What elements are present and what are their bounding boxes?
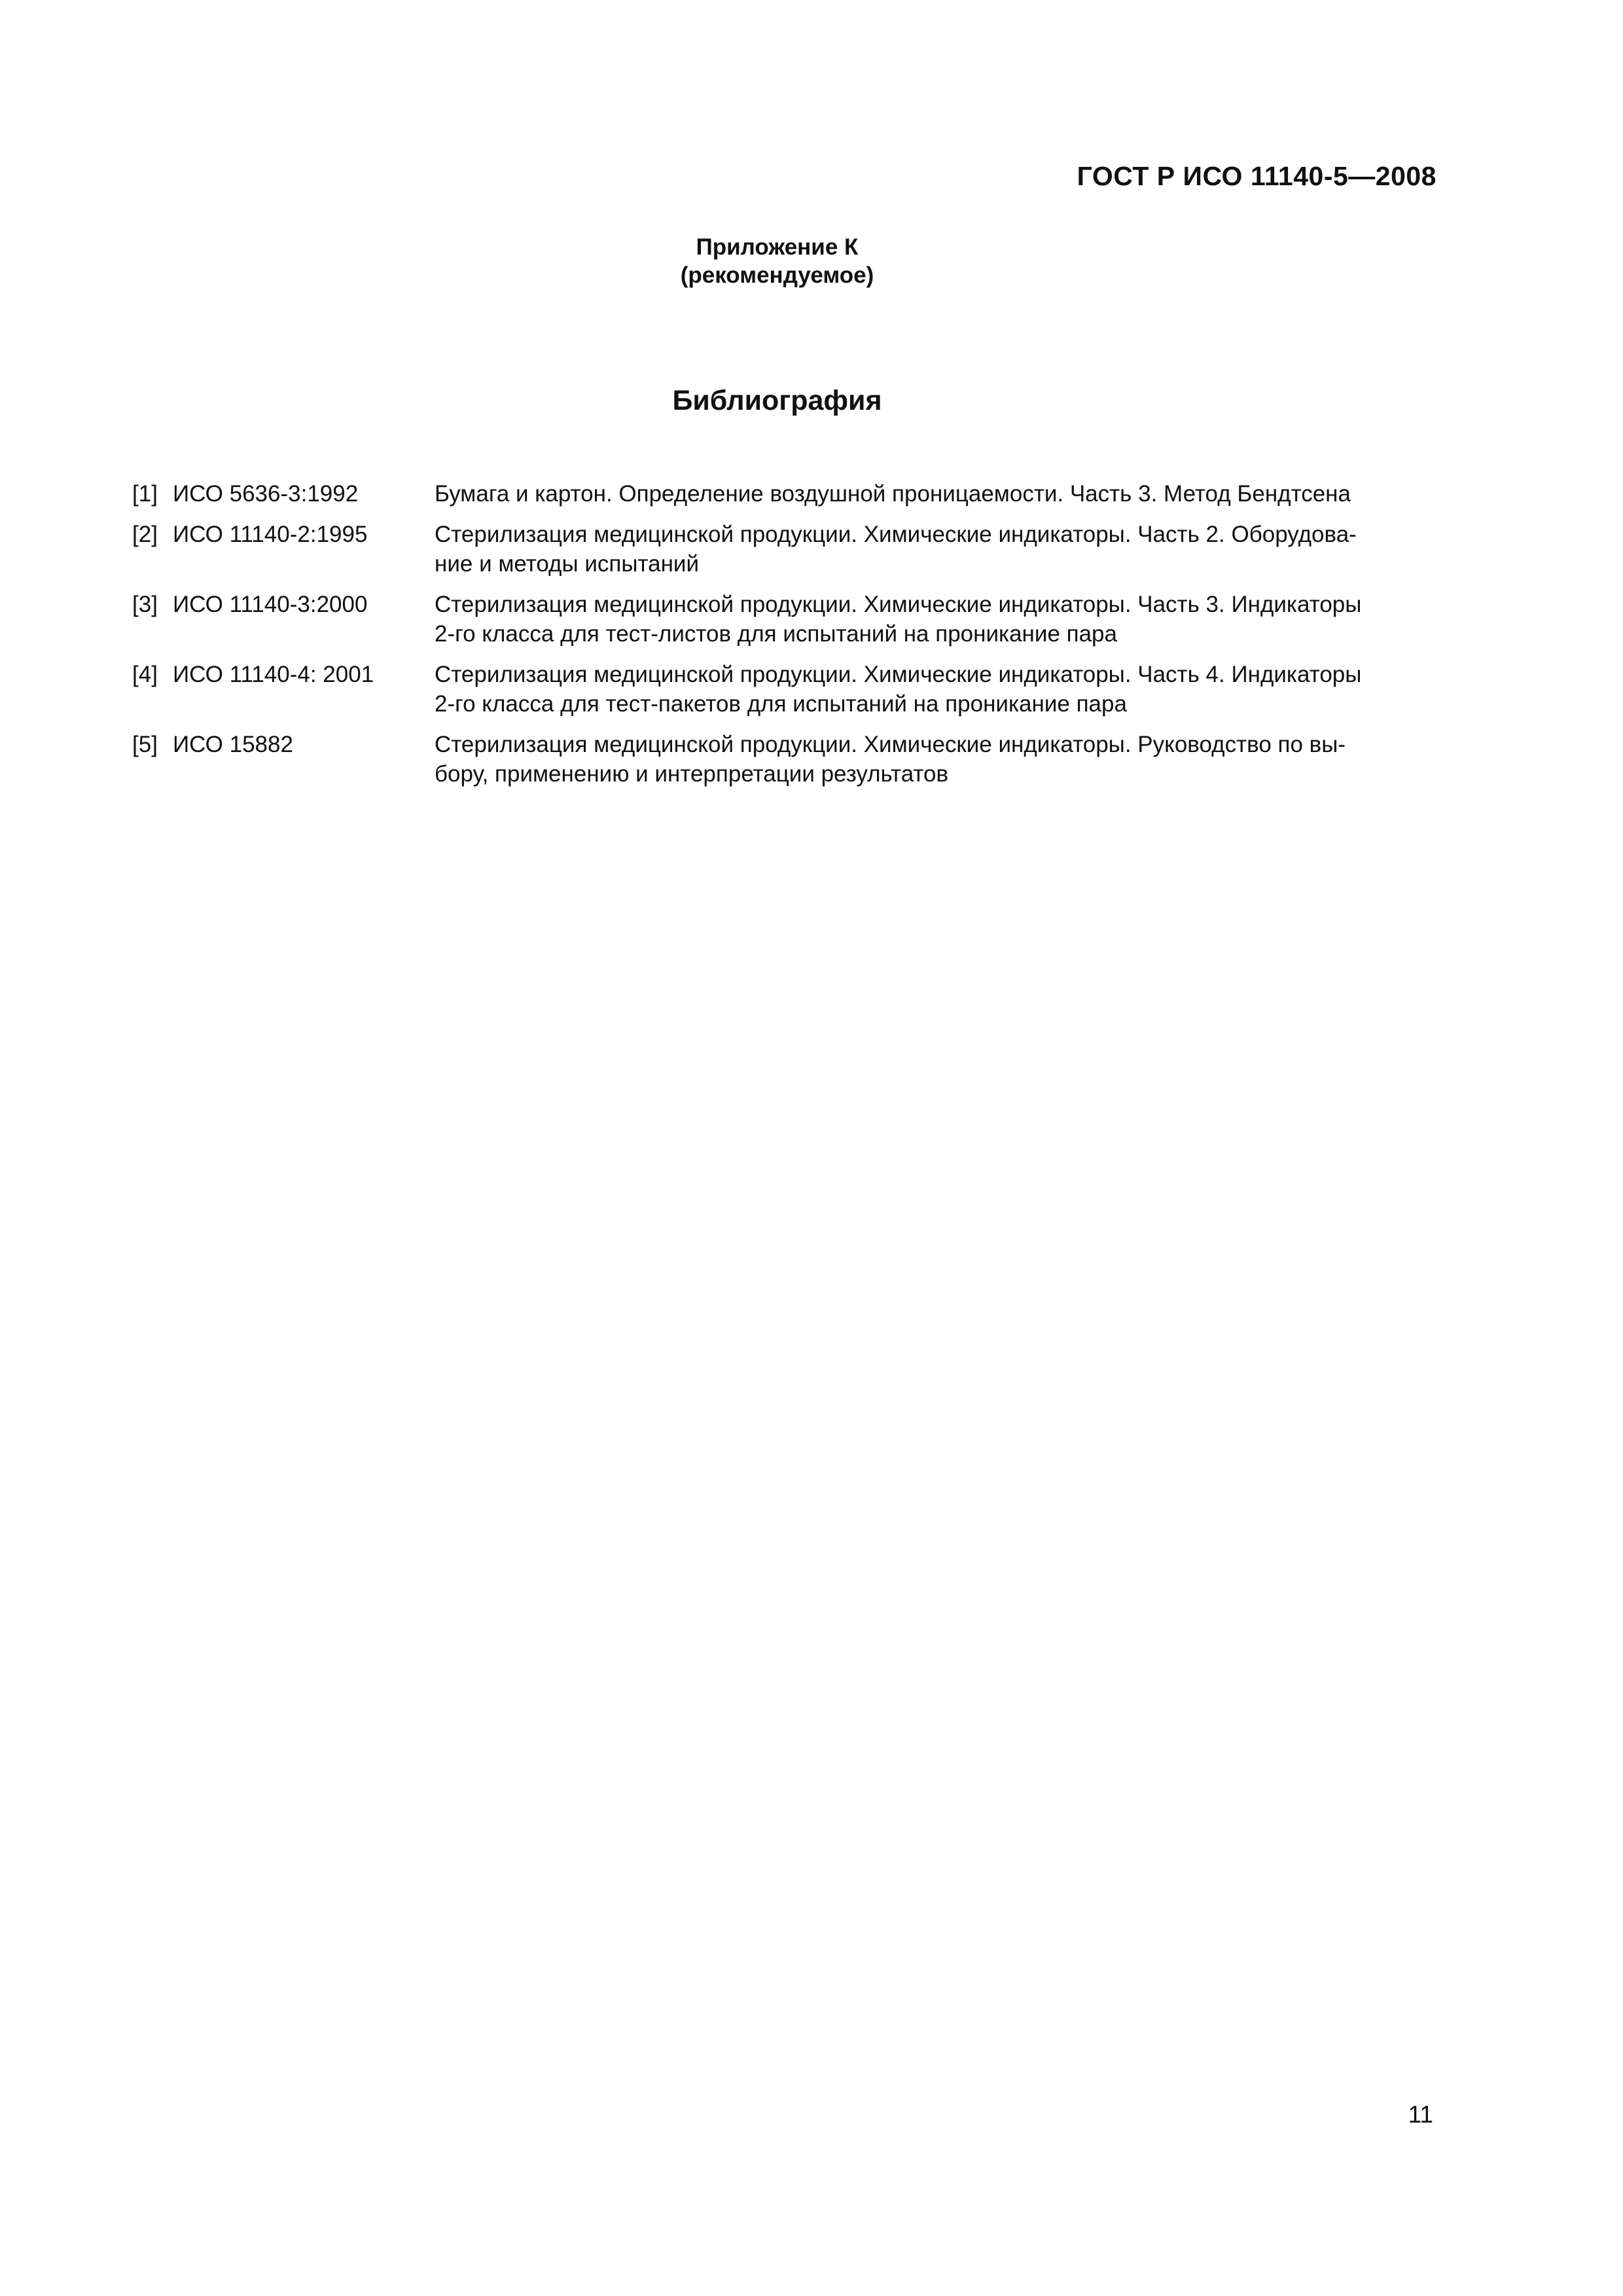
entry-title: Бумага и картон. Определение воздушной проницаемости. Часть 3. Метод Бендтсена xyxy=(435,481,1351,507)
entry-number: [1] xyxy=(132,481,158,507)
entry-standard-code: ИСО 11140-2:1995 xyxy=(173,522,368,547)
page-number: 11 xyxy=(1408,2101,1433,2128)
entry-number: [5] xyxy=(132,732,158,757)
entry-standard-code: ИСО 5636-3:1992 xyxy=(173,481,359,507)
entry-title: Стерилизация медицинской продукции. Химические индикаторы. Часть 4. Индикаторы 2-го класса для тест-пакетов для испытаний на проникание пара xyxy=(435,662,1362,717)
entry-standard-code: ИСО 11140-4: 2001 xyxy=(173,662,374,687)
bibliography-entry xyxy=(132,520,1435,579)
entry-standard-code: ИСО 15882 xyxy=(173,732,293,757)
entry-title: Стерилизация медицинской продукции. Химические индикаторы. Руководство по вы- бору, применению и интерпретации результатов xyxy=(435,732,1346,787)
entry-number: [4] xyxy=(132,662,158,687)
annex-status: (рекомендуемое) xyxy=(680,262,874,288)
bibliography-entry xyxy=(132,479,1435,509)
entry-title: Стерилизация медицинской продукции. Химические индикаторы. Часть 3. Индикаторы 2-го класса для тест-листов для испытаний на проникание пара xyxy=(435,592,1362,647)
entry-number: [3] xyxy=(132,592,158,617)
bibliography-list xyxy=(132,479,1435,800)
bibliography-entry xyxy=(132,660,1435,719)
bibliography-entry xyxy=(132,730,1435,789)
annex-heading xyxy=(0,233,1554,289)
entry-title: Стерилизация медицинской продукции. Химические индикаторы. Часть 2. Оборудова- ние и методы испытаний xyxy=(435,522,1357,577)
standard-designation: ГОСТ Р ИСО 11140-5—2008 xyxy=(1077,161,1436,191)
annex-title: Приложение К xyxy=(696,234,859,260)
entry-number: [2] xyxy=(132,522,158,547)
bibliography-title: Библиография xyxy=(672,385,882,416)
bibliography-entry xyxy=(132,590,1435,649)
entry-standard-code: ИСО 11140-3:2000 xyxy=(173,592,368,617)
